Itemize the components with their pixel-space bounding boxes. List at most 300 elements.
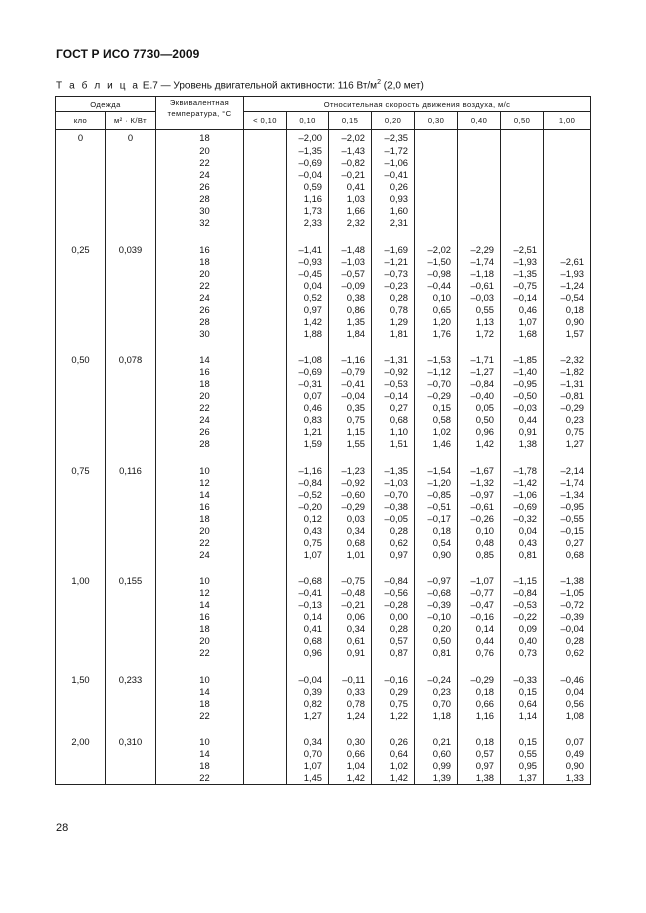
pmv-value-cell	[244, 647, 287, 659]
pmv-value-cell: –1,71	[458, 354, 501, 366]
pmv-value-cell	[244, 760, 287, 772]
pmv-value-cell: –1,18	[458, 268, 501, 280]
group-spacer-row	[56, 229, 591, 244]
pmv-value-cell: 0,91	[501, 426, 544, 438]
spacer-cell	[244, 561, 287, 576]
pmv-value-cell: 0,66	[329, 748, 372, 760]
spacer-cell	[106, 229, 156, 244]
pmv-value-cell: 0,57	[458, 748, 501, 760]
pmv-value-cell: –1,72	[372, 145, 415, 157]
pmv-value-cell: –0,15	[544, 525, 591, 537]
table-row	[56, 674, 591, 686]
pmv-value-cell: 0,81	[501, 549, 544, 561]
pmv-value-cell: –0,39	[415, 599, 458, 611]
pmv-value-cell: –0,85	[415, 489, 458, 501]
clo-cell	[56, 145, 106, 157]
pmv-value-cell: 0,44	[501, 414, 544, 426]
pmv-value-cell: 0,15	[415, 402, 458, 414]
pmv-value-cell: 1,33	[544, 772, 591, 785]
temperature-cell: 14	[156, 354, 244, 366]
pmv-value-cell: 1,45	[287, 772, 329, 785]
temperature-cell: 18	[156, 513, 244, 525]
thermal-resistance-cell	[106, 193, 156, 205]
pmv-value-cell: –1,74	[544, 477, 591, 489]
pmv-value-cell: 0,78	[372, 304, 415, 316]
spacer-cell	[329, 229, 372, 244]
pmv-value-cell	[244, 710, 287, 722]
pmv-value-cell: –0,84	[501, 587, 544, 599]
pmv-value-cell: 0,06	[329, 611, 372, 623]
pmv-value-cell: –1,31	[544, 378, 591, 390]
pmv-value-cell: 2,33	[287, 217, 329, 229]
pmv-value-cell: 1,42	[372, 772, 415, 785]
thermal-resistance-cell: 0,039	[106, 244, 156, 256]
pmv-value-cell	[244, 414, 287, 426]
pmv-value-cell: –2,02	[415, 244, 458, 256]
table-row	[56, 244, 591, 256]
clo-cell	[56, 537, 106, 549]
spacer-cell	[458, 659, 501, 674]
pmv-value-cell: 0,97	[287, 304, 329, 316]
pmv-value-cell: 0,44	[458, 635, 501, 647]
pmv-value-cell: –2,29	[458, 244, 501, 256]
temperature-cell: 20	[156, 635, 244, 647]
thermal-resistance-cell	[106, 205, 156, 217]
table-row	[56, 328, 591, 340]
table-row	[56, 575, 591, 587]
pmv-value-cell: 1,81	[372, 328, 415, 340]
pmv-value-cell: 1,72	[458, 328, 501, 340]
clo-cell	[56, 366, 106, 378]
pmv-value-cell: 1,21	[287, 426, 329, 438]
pmv-value-cell: 0,60	[415, 748, 458, 760]
spacer-cell	[56, 722, 106, 737]
pmv-value-cell: 0,18	[458, 686, 501, 698]
table-row	[56, 489, 591, 501]
spacer-cell	[329, 722, 372, 737]
table-row	[56, 760, 591, 772]
pmv-value-cell: –0,84	[458, 378, 501, 390]
spacer-cell	[156, 229, 244, 244]
pmv-value-cell: 0,75	[287, 537, 329, 549]
thermal-resistance-cell	[106, 280, 156, 292]
pmv-value-cell: –0,29	[544, 402, 591, 414]
pmv-value-cell	[244, 304, 287, 316]
pmv-value-cell: –0,68	[415, 587, 458, 599]
thermal-resistance-cell	[106, 525, 156, 537]
table-row	[56, 599, 591, 611]
pmv-value-cell: 0,49	[544, 748, 591, 760]
clo-cell	[56, 402, 106, 414]
pmv-value-cell: 0,21	[415, 736, 458, 748]
table-row	[56, 354, 591, 366]
pmv-value-cell: 1,15	[329, 426, 372, 438]
pmv-value-cell: –0,69	[501, 501, 544, 513]
pmv-value-cell: –1,85	[501, 354, 544, 366]
pmv-value-cell: –0,14	[372, 390, 415, 402]
temperature-cell: 18	[156, 256, 244, 268]
pmv-value-cell: 1,76	[415, 328, 458, 340]
pmv-value-cell	[544, 244, 591, 256]
pmv-value-cell: 1,27	[287, 710, 329, 722]
pmv-value-cell: 0,30	[329, 736, 372, 748]
pmv-value-cell	[458, 217, 501, 229]
pmv-value-cell	[544, 157, 591, 169]
pmv-value-cell: –0,26	[458, 513, 501, 525]
table-row	[56, 438, 591, 450]
pmv-value-cell: 0,18	[458, 736, 501, 748]
thermal-resistance-cell	[106, 772, 156, 785]
clo-cell	[56, 477, 106, 489]
pmv-value-cell: 0,75	[329, 414, 372, 426]
pmv-value-cell	[244, 465, 287, 477]
pmv-value-cell: 0,09	[501, 623, 544, 635]
pmv-value-cell: –0,70	[372, 489, 415, 501]
pmv-value-cell: 0,70	[415, 698, 458, 710]
pmv-value-cell: –2,61	[544, 256, 591, 268]
pmv-value-cell: –2,14	[544, 465, 591, 477]
pmv-value-cell: 0,39	[287, 686, 329, 698]
pmv-value-cell: 0,57	[372, 635, 415, 647]
pmv-value-cell: 0,96	[458, 426, 501, 438]
thermal-resistance-cell	[106, 513, 156, 525]
pmv-value-cell: 1,07	[287, 760, 329, 772]
pmv-value-cell: –0,97	[415, 575, 458, 587]
pmv-value-cell: –1,78	[501, 465, 544, 477]
spacer-cell	[56, 561, 106, 576]
thermal-resistance-cell	[106, 537, 156, 549]
pmv-value-cell: 0,97	[372, 549, 415, 561]
pmv-value-cell: 1,20	[415, 316, 458, 328]
table-row	[56, 157, 591, 169]
thermal-resistance-cell	[106, 489, 156, 501]
table-row	[56, 390, 591, 402]
pmv-value-cell: 0,41	[329, 181, 372, 193]
pmv-value-cell: –1,24	[544, 280, 591, 292]
pmv-value-cell	[244, 366, 287, 378]
spacer-cell	[287, 340, 329, 355]
pmv-value-cell: –0,69	[287, 157, 329, 169]
pmv-value-cell: –1,08	[287, 354, 329, 366]
pmv-value-cell: 0,61	[329, 635, 372, 647]
pmv-value-cell: 0,52	[287, 292, 329, 304]
temperature-cell: 18	[156, 698, 244, 710]
spacer-cell	[287, 229, 329, 244]
pmv-value-cell: –0,61	[458, 501, 501, 513]
temperature-cell: 28	[156, 316, 244, 328]
pmv-value-cell	[244, 525, 287, 537]
clo-cell	[56, 748, 106, 760]
pmv-value-cell: –1,12	[415, 366, 458, 378]
pmv-value-cell: 0,65	[415, 304, 458, 316]
pmv-value-cell: –0,11	[329, 674, 372, 686]
pmv-value-cell: –0,03	[458, 292, 501, 304]
pmv-value-cell: 1,02	[415, 426, 458, 438]
pmv-value-cell	[244, 477, 287, 489]
pmv-value-cell: 0,29	[372, 686, 415, 698]
pmv-value-cell: –0,31	[287, 378, 329, 390]
pmv-value-cell: –0,41	[287, 587, 329, 599]
pmv-value-cell: –0,22	[501, 611, 544, 623]
pmv-value-cell: 0,76	[458, 647, 501, 659]
equivalent-temperature-header: Эквивалентная температура, °С	[156, 97, 244, 130]
pmv-value-cell: 0,82	[287, 698, 329, 710]
pmv-value-cell: –0,82	[329, 157, 372, 169]
pmv-value-cell: –0,60	[329, 489, 372, 501]
thermal-resistance-cell	[106, 328, 156, 340]
pmv-value-cell	[244, 181, 287, 193]
pmv-value-cell: 0,26	[372, 181, 415, 193]
pmv-value-cell: –0,55	[544, 513, 591, 525]
temperature-cell: 20	[156, 390, 244, 402]
pmv-value-cell: 1,13	[458, 316, 501, 328]
air-speed-column-header: < 0,10	[244, 112, 287, 130]
clo-cell: 0,75	[56, 465, 106, 477]
clo-cell	[56, 256, 106, 268]
table-row	[56, 169, 591, 181]
pmv-value-cell: 2,32	[329, 217, 372, 229]
group-spacer-row	[56, 659, 591, 674]
clo-cell	[56, 414, 106, 426]
thermal-resistance-cell	[106, 316, 156, 328]
spacer-cell	[106, 340, 156, 355]
table-row	[56, 304, 591, 316]
pmv-value-cell: 0,59	[287, 181, 329, 193]
table-row	[56, 611, 591, 623]
pmv-value-cell	[544, 217, 591, 229]
pmv-value-cell	[244, 390, 287, 402]
pmv-value-cell: 0,04	[544, 686, 591, 698]
spacer-cell	[244, 722, 287, 737]
pmv-value-cell: 0,70	[287, 748, 329, 760]
clo-header: кло	[56, 112, 106, 130]
spacer-cell	[501, 340, 544, 355]
thermal-resistance-cell	[106, 157, 156, 169]
thermal-resistance-cell	[106, 710, 156, 722]
clo-cell: 1,00	[56, 575, 106, 587]
pmv-value-cell: 0,55	[458, 304, 501, 316]
pmv-value-cell: –0,29	[415, 390, 458, 402]
pmv-value-cell: –1,32	[458, 477, 501, 489]
table-row	[56, 477, 591, 489]
table-row	[56, 698, 591, 710]
pmv-value-cell	[501, 205, 544, 217]
pmv-value-cell	[244, 575, 287, 587]
pmv-value-cell: 1,46	[415, 438, 458, 450]
clo-cell	[56, 489, 106, 501]
pmv-value-cell: –1,74	[458, 256, 501, 268]
spacer-cell	[458, 722, 501, 737]
pmv-value-cell	[244, 157, 287, 169]
table-row	[56, 414, 591, 426]
clo-cell	[56, 772, 106, 785]
table-row	[56, 402, 591, 414]
spacer-cell	[415, 722, 458, 737]
spacer-cell	[106, 561, 156, 576]
spacer-cell	[156, 722, 244, 737]
clothing-group-header: Одежда	[56, 97, 156, 112]
pmv-value-cell: –0,69	[287, 366, 329, 378]
temperature-cell: 16	[156, 611, 244, 623]
table-row	[56, 426, 591, 438]
pmv-value-cell: 1,16	[458, 710, 501, 722]
pmv-value-cell: 0,90	[544, 316, 591, 328]
pmv-value-cell: 1,18	[415, 710, 458, 722]
pmv-value-cell: –1,34	[544, 489, 591, 501]
spacer-cell	[544, 340, 591, 355]
pmv-value-cell: 0,34	[287, 736, 329, 748]
clo-cell	[56, 181, 106, 193]
temperature-cell: 14	[156, 489, 244, 501]
spacer-cell	[544, 229, 591, 244]
clo-cell	[56, 587, 106, 599]
pmv-value-cell	[244, 145, 287, 157]
pmv-value-cell: –0,04	[287, 674, 329, 686]
pmv-value-cell: –0,14	[501, 292, 544, 304]
clo-cell	[56, 623, 106, 635]
pmv-value-cell: –1,35	[287, 145, 329, 157]
pmv-value-cell: 0,87	[372, 647, 415, 659]
temperature-cell: 16	[156, 501, 244, 513]
spacer-cell	[415, 450, 458, 465]
caption-unit-exponent: 2	[377, 79, 381, 86]
spacer-cell	[415, 340, 458, 355]
clo-cell	[56, 205, 106, 217]
temperature-cell: 18	[156, 760, 244, 772]
air-speed-column-header: 0,10	[287, 112, 329, 130]
pmv-value-cell: 0,23	[544, 414, 591, 426]
spacer-cell	[415, 561, 458, 576]
pmv-value-cell	[244, 635, 287, 647]
pmv-value-cell: –1,35	[501, 268, 544, 280]
pmv-value-cell: –1,03	[372, 477, 415, 489]
pmv-value-cell: 0,38	[329, 292, 372, 304]
thermal-resistance-cell	[106, 760, 156, 772]
temperature-cell: 16	[156, 244, 244, 256]
pmv-value-cell: –0,40	[458, 390, 501, 402]
thermal-resistance-cell	[106, 402, 156, 414]
clo-cell	[56, 169, 106, 181]
pmv-value-cell	[501, 181, 544, 193]
pmv-value-cell: 0,28	[372, 525, 415, 537]
pmv-value-cell: –0,51	[415, 501, 458, 513]
pmv-value-cell	[244, 748, 287, 760]
pmv-value-cell	[244, 438, 287, 450]
clo-cell	[56, 710, 106, 722]
pmv-value-cell	[244, 268, 287, 280]
pmv-value-cell: 1,35	[329, 316, 372, 328]
pmv-value-cell: 0,75	[544, 426, 591, 438]
pmv-value-cell: –0,53	[501, 599, 544, 611]
pmv-value-cell	[415, 130, 458, 146]
spacer-cell	[372, 340, 415, 355]
pmv-value-cell: 1,37	[501, 772, 544, 785]
pmv-value-cell: –0,21	[329, 599, 372, 611]
pmv-value-cell	[244, 256, 287, 268]
pmv-value-cell: –1,03	[329, 256, 372, 268]
pmv-value-cell: –0,44	[415, 280, 458, 292]
thermal-resistance-cell	[106, 414, 156, 426]
spacer-cell	[458, 229, 501, 244]
temperature-cell: 22	[156, 647, 244, 659]
pmv-value-cell: –0,28	[372, 599, 415, 611]
temperature-cell: 20	[156, 268, 244, 280]
pmv-value-cell: 0,46	[501, 304, 544, 316]
thermal-resistance-cell	[106, 748, 156, 760]
pmv-value-cell: 0,50	[415, 635, 458, 647]
thermal-resistance-cell: 0,310	[106, 736, 156, 748]
thermal-resistance-cell	[106, 647, 156, 659]
pmv-value-cell: 0,46	[287, 402, 329, 414]
spacer-cell	[372, 561, 415, 576]
table-row	[56, 748, 591, 760]
pmv-value-cell	[244, 205, 287, 217]
temperature-cell: 20	[156, 145, 244, 157]
pmv-value-cell: 1,10	[372, 426, 415, 438]
clo-cell	[56, 378, 106, 390]
spacer-cell	[329, 340, 372, 355]
pmv-value-cell: –1,16	[287, 465, 329, 477]
pmv-value-cell: 1,42	[287, 316, 329, 328]
temperature-cell: 22	[156, 710, 244, 722]
spacer-cell	[544, 561, 591, 576]
spacer-cell	[244, 340, 287, 355]
pmv-value-cell: 0,43	[501, 537, 544, 549]
pmv-value-cell: 1,59	[287, 438, 329, 450]
pmv-value-cell: 0,35	[329, 402, 372, 414]
spacer-cell	[501, 229, 544, 244]
pmv-value-cell: –0,46	[544, 674, 591, 686]
caption-text-end: (2,0 мет)	[380, 80, 424, 92]
clo-cell	[56, 193, 106, 205]
table-row	[56, 130, 591, 146]
pmv-value-cell: –0,57	[329, 268, 372, 280]
clo-cell	[56, 390, 106, 402]
pmv-value-cell: 0,85	[458, 549, 501, 561]
spacer-cell	[156, 340, 244, 355]
temperature-cell: 14	[156, 599, 244, 611]
pmv-value-cell	[501, 169, 544, 181]
air-speed-column-header: 1,00	[544, 112, 591, 130]
table-row	[56, 256, 591, 268]
pmv-value-cell: –0,98	[415, 268, 458, 280]
temperature-cell: 30	[156, 205, 244, 217]
pmv-value-cell: 0,99	[415, 760, 458, 772]
pmv-value-cell: 0,34	[329, 623, 372, 635]
table-row	[56, 587, 591, 599]
pmv-value-cell: –2,51	[501, 244, 544, 256]
pmv-value-cell	[415, 181, 458, 193]
thermal-resistance-cell: 0,155	[106, 575, 156, 587]
pmv-value-cell: 0,18	[544, 304, 591, 316]
spacer-cell	[244, 659, 287, 674]
pmv-value-cell	[244, 674, 287, 686]
pmv-value-cell: 0,27	[544, 537, 591, 549]
pmv-value-cell: –1,48	[329, 244, 372, 256]
temperature-cell: 18	[156, 623, 244, 635]
temperature-cell: 26	[156, 426, 244, 438]
caption-text: — Уровень двигательной активности: 116 Вт/м	[157, 80, 378, 92]
spacer-cell	[156, 659, 244, 674]
pmv-value-cell: 1,16	[287, 193, 329, 205]
temperature-cell: 14	[156, 748, 244, 760]
spacer-cell	[415, 229, 458, 244]
group-spacer-row	[56, 561, 591, 576]
caption-number: Е.7	[142, 80, 158, 92]
temperature-cell: 26	[156, 304, 244, 316]
pmv-value-cell: –0,97	[458, 489, 501, 501]
spacer-cell	[56, 340, 106, 355]
